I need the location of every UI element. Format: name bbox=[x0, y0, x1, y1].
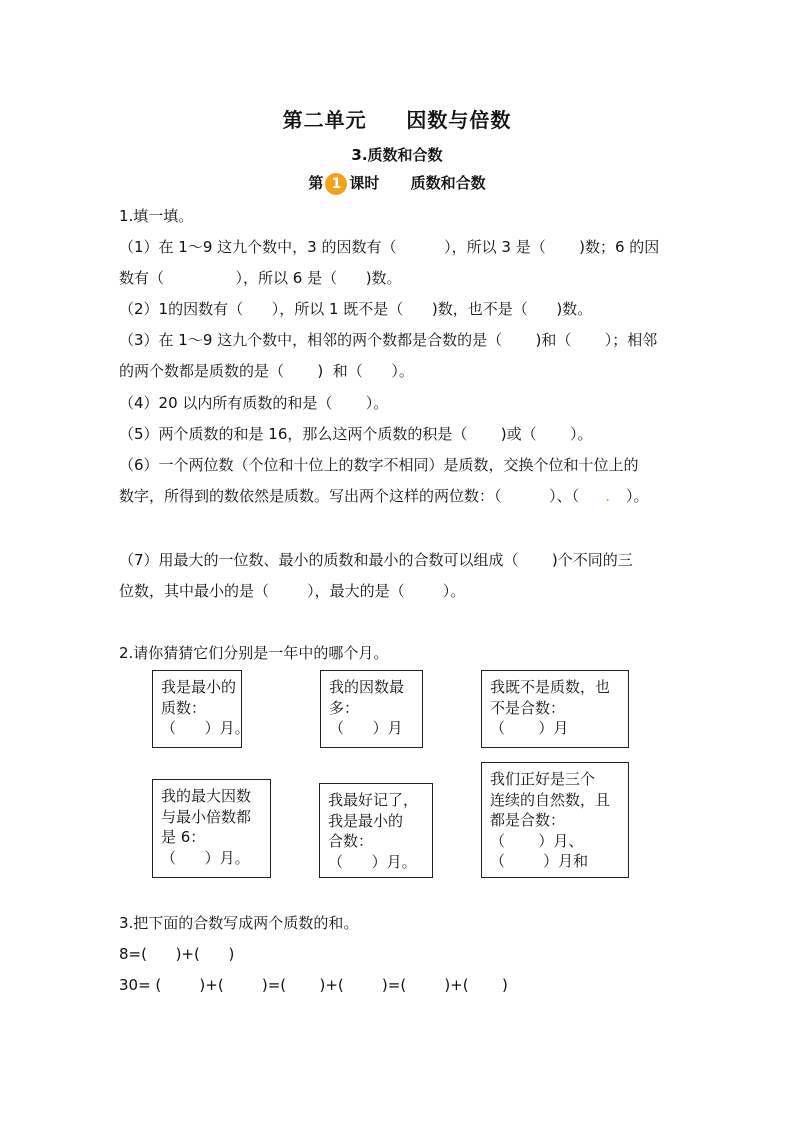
section-subtitle: 3.质数和合数 bbox=[351, 146, 443, 164]
lesson-suffix: 课时 质数和合数 bbox=[349, 174, 486, 192]
lesson-prefix: 第 bbox=[308, 174, 324, 192]
riddle-box: 我既不是质数，也 不是合数： （ ）月 bbox=[481, 670, 629, 748]
q1-line: 位数，其中最小的是（ ），最大的是（ ）。 bbox=[119, 582, 466, 600]
q1-line: （1）在 1～9 这九个数中，3 的因数有（ ），所以 3 是（ )数；6 的因 bbox=[119, 238, 660, 256]
q1-line: 数有（ ），所以 6 是（ )数。 bbox=[119, 269, 402, 287]
q1-heading: 1.填一填。 bbox=[119, 207, 194, 225]
q2-heading: 2.请你猜猜它们分别是一年中的哪个月。 bbox=[119, 644, 389, 662]
q1-line: 的两个数都是质数的是（ ) 和（ ）。 bbox=[119, 362, 414, 380]
unit-title: 第二单元 因数与倍数 bbox=[282, 108, 512, 132]
q1-line: （4）20 以内所有质数的和是（ ）。 bbox=[119, 394, 389, 412]
riddle-box: 我最好记了， 我是最小的 合数： （ ）月。 bbox=[319, 783, 433, 878]
q1-line: （3）在 1～9 这九个数中，相邻的两个数都是合数的是（ )和（ ）；相邻 bbox=[119, 331, 658, 349]
q1-line: （7）用最大的一位数、最小的质数和最小的合数可以组成（ )个不同的三 bbox=[119, 551, 633, 569]
q1-line bbox=[119, 486, 648, 506]
riddle-box: 我的因数最 多： （ ）月 bbox=[320, 670, 423, 748]
q1-line: （2）1的因数有（ ），所以 1 既不是（ )数，也不是（ )数。 bbox=[119, 300, 593, 318]
q1-line: （6）一个两位数（个位和十位上的数字不相同）是质数，交换个位和十位上的 bbox=[119, 456, 639, 474]
lesson-title bbox=[0, 172, 794, 195]
q3-line: 8=( )+( ) bbox=[119, 945, 235, 963]
riddle-box: 我的最大因数 与最小倍数都 是 6： （ ）月。 bbox=[152, 779, 271, 878]
q1-line-text: 数字，所得到的数依然是质数。写出两个这样的两位数：（ ）、（ bbox=[119, 487, 580, 505]
q1-line: （5）两个质数的和是 16，那么这两个质数的积是（ )或（ ）。 bbox=[119, 425, 593, 443]
riddle-box: 我是最小的 质数： （ ）月。 bbox=[152, 670, 242, 748]
riddle-box: 我们正好是三个 连续的自然数，且 都是合数： （ ）月、 （ ）月和 bbox=[481, 762, 629, 878]
lesson-number-badge: 1 bbox=[325, 173, 347, 195]
q3-heading: 3.把下面的合数写成两个质数的和。 bbox=[119, 914, 359, 932]
q3-line: 30= ( )+( )=( )+( )=( )+( ) bbox=[119, 976, 508, 994]
stray-dot: . bbox=[605, 487, 610, 505]
q1-line-tail: ）。 bbox=[625, 487, 649, 505]
